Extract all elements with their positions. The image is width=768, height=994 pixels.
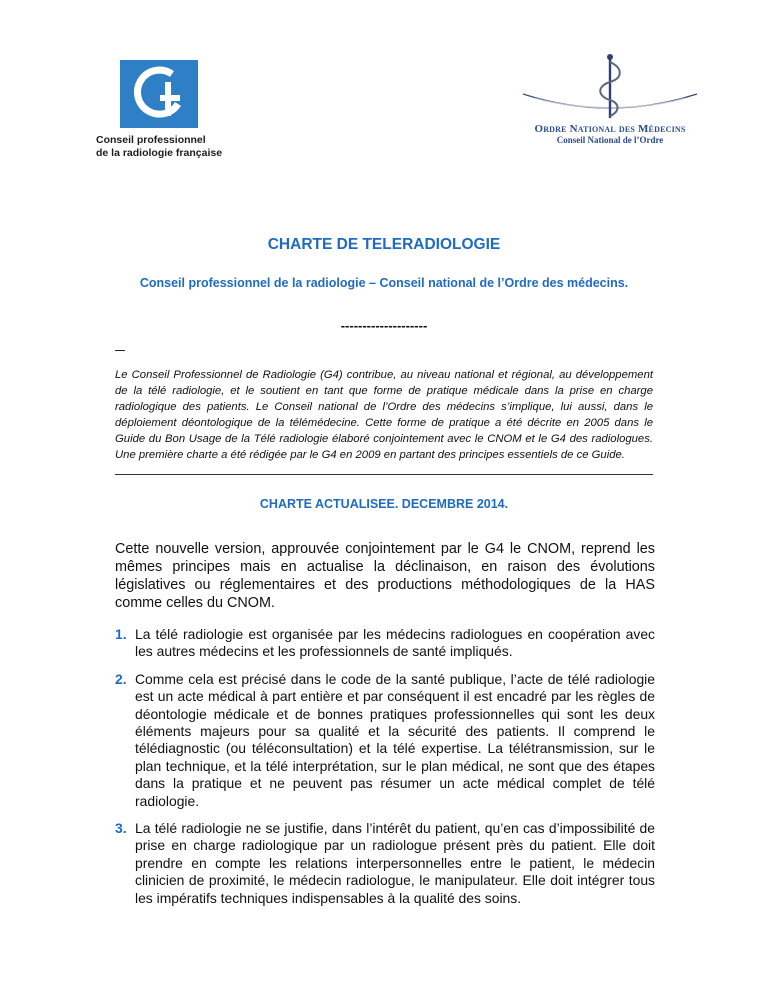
list-item-number: 1. (115, 626, 127, 642)
lead-paragraph: Cette nouvelle version, approuvée conjointement par le G4 le CNOM, reprend les mêmes principes mais en actualise la déclinaison, en raison des évolutions législatives ou réglementaires et des productions méthodologiques de la HAS comme celles du CNOM. (115, 541, 655, 611)
caduceus-icon (515, 52, 705, 122)
list-item-text: La télé radiologie ne se justifie, dans l’intérêt du patient, qu’en cas d’impossibilité de prise en charge radiologique par un radiologue présent près du patient. Elle doit prendre en compte les relations interpersonnelles entre le patient, le médecin clinicien de proximité, le médecin radiologue, le manipulateur. Elle doit intégrer tous les impératifs techniques indispensables à la qualité des soins. (135, 820, 655, 906)
intro-mark (115, 350, 125, 351)
document-subtitle: Conseil professionnel de la radiologie – Conseil national de l’Ordre des médecins. (139, 276, 629, 290)
list-item-text: La télé radiologie est organisée par les médecins radiologues en coopération avec les autres médecins et les professionnels de santé impliqués. (135, 626, 655, 660)
ordre-national-des-medecins-logo (515, 52, 705, 145)
intro-paragraph: Le Conseil Professionnel de Radiologie (G4) contribue, au niveau national et régional, au développement de la télé radiologie, et le soutient en tant que forme de pratique médicale dans la prise en charge radiologique des patients. Le Conseil national de l’Ordre des médecins s’implique, lui aussi, dans le déploiement déontologique de la télémédecine. Cette forme de pratique a été décrite en 2005 dans le Guide du Bon Usage de la Télé radiologie élaboré conjointement avec le CNOM et le G4 des radiologues. Une première charte a été rédigée par le G4 en 2009 en partant des principes essentiels de ce Guide. (115, 369, 653, 461)
document-title: CHARTE DE TELERADIOLOGIE (267, 236, 501, 253)
g4-logo-caption (96, 134, 226, 160)
list-item (115, 820, 655, 907)
ordre-caption-line1: Ordre National des Médecins (534, 123, 686, 135)
list-item-number: 2. (115, 670, 127, 687)
ordre-logo-caption (515, 123, 705, 145)
list-item-text: Comme cela est précisé dans le code de la santé publique, l’acte de télé radiologie est un acte médical à part entière et par conséquent il est encadré par les règles de déontologie médicale et de bonnes pratiques professionnelles qui sont les deux éléments majeurs pour sa qualité et la sécurité des patients. Il comprend le télédiagnostic (ou téléconsultation) et la télé expertise. La télétransmission, sur le plan technique, et la télé interprétation, sur le plan médical, ne sont que des étapes dans la pratique et ne peuvent pas résumer un acte médical complet de télé radiologie. (135, 670, 655, 809)
intro-rule (115, 474, 653, 475)
list-item-number: 3. (115, 820, 127, 837)
ordre-caption-line2: Conseil National de l’Ordre (556, 135, 664, 145)
numbered-list (115, 626, 655, 917)
list-item (115, 671, 655, 810)
list-item (115, 626, 655, 661)
g4-caption-line1: Conseil professionnel (96, 134, 206, 146)
section-title: CHARTE ACTUALISEE. DECEMBRE 2014. (259, 497, 509, 511)
g4-logo-mark (120, 60, 198, 128)
g4-logo (96, 60, 226, 160)
separator: -------------------- (340, 318, 428, 333)
g4-caption-line2: de la radiologie française (96, 147, 223, 159)
